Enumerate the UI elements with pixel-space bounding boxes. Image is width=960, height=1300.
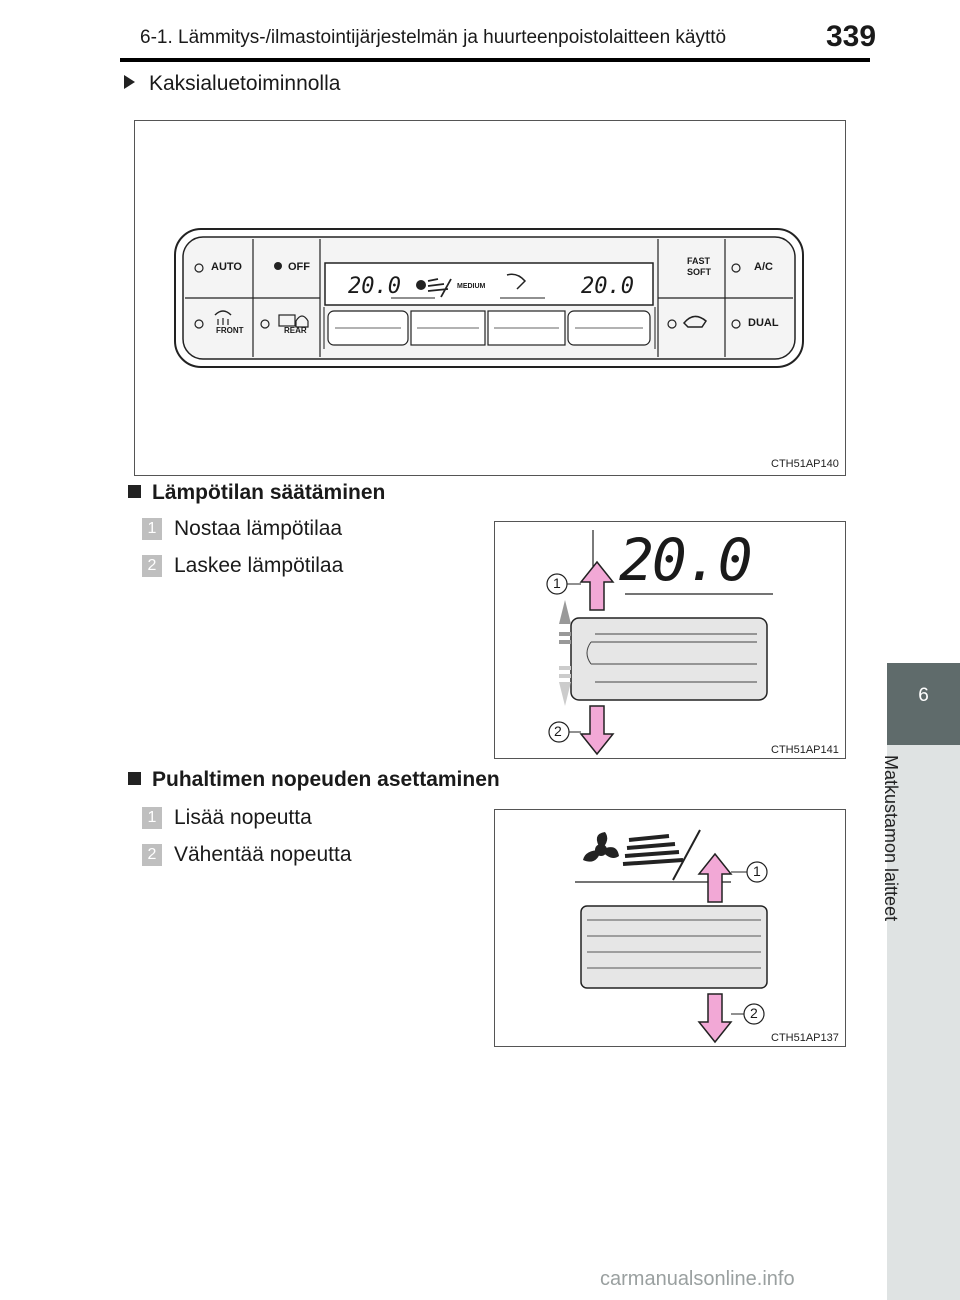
chapter-label-wrap: [880, 755, 940, 945]
item-text: Laskee lämpötilaa: [174, 554, 344, 577]
fan-off-button: OFF: [288, 261, 310, 273]
square-bullet-icon: [128, 772, 141, 785]
list-item: [142, 806, 312, 830]
front-defrost-label: FRONT: [216, 326, 244, 335]
auto-button: AUTO: [211, 261, 242, 273]
running-header-title: 6-1. Lämmitys-/ilmastointijärjestelmän ja huurteenpoistolaitteen käyttö: [140, 27, 727, 48]
figure-code: CTH51AP140: [771, 458, 839, 470]
item-number: 2: [142, 844, 162, 866]
callout-1: 1: [553, 575, 561, 591]
item-text: Vähentää nopeutta: [174, 843, 352, 866]
item-number: 1: [142, 518, 162, 540]
soft-label: SOFT: [687, 267, 711, 277]
chapter-label: Matkustamon laitteet: [881, 755, 901, 922]
figure-code: CTH51AP141: [771, 744, 839, 756]
rear-defrost-label: REAR: [284, 326, 307, 335]
chapter-number: 6: [918, 685, 929, 706]
list-item: [142, 554, 343, 578]
callout-2: 2: [554, 723, 562, 739]
temp-display-value: 20.0: [619, 526, 751, 594]
figure-code: CTH51AP137: [771, 1032, 839, 1044]
fan-speed-illustration: [495, 810, 845, 1046]
triangle-bullet-icon: [124, 75, 135, 89]
panel-right-temp: 20.0: [581, 274, 634, 299]
dual-button: DUAL: [748, 317, 779, 329]
fan-speed-figure: [494, 809, 846, 1047]
ac-button: A/C: [754, 261, 773, 273]
callout-2: 2: [750, 1005, 758, 1021]
subheading: [124, 72, 340, 96]
subheading-text: Kaksialuetoiminnolla: [149, 72, 341, 95]
section-heading-temperature: [128, 481, 385, 505]
square-bullet-icon: [128, 485, 141, 498]
section-title: Puhaltimen nopeuden asettaminen: [152, 768, 500, 791]
item-number: 1: [142, 807, 162, 829]
section-title: Lämpötilan säätäminen: [152, 481, 386, 504]
fast-label: FAST: [687, 256, 711, 266]
item-text: Nostaa lämpötilaa: [174, 517, 343, 540]
header-rule: [120, 58, 870, 62]
page-number: 339: [826, 20, 877, 53]
list-item: [142, 517, 342, 541]
section-heading-fan-speed: [128, 768, 500, 792]
callout-1: 1: [753, 863, 761, 879]
control-panel-figure: [134, 120, 846, 476]
temperature-figure: [494, 521, 846, 759]
item-text: Lisää nopeutta: [174, 806, 312, 829]
panel-fan-mode: MEDIUM: [457, 283, 486, 290]
watermark: carmanualsonline.info: [600, 1268, 795, 1290]
control-panel-illustration: [135, 121, 845, 475]
panel-left-temp: 20.0: [348, 274, 401, 299]
item-number: 2: [142, 555, 162, 577]
list-item: [142, 843, 352, 867]
